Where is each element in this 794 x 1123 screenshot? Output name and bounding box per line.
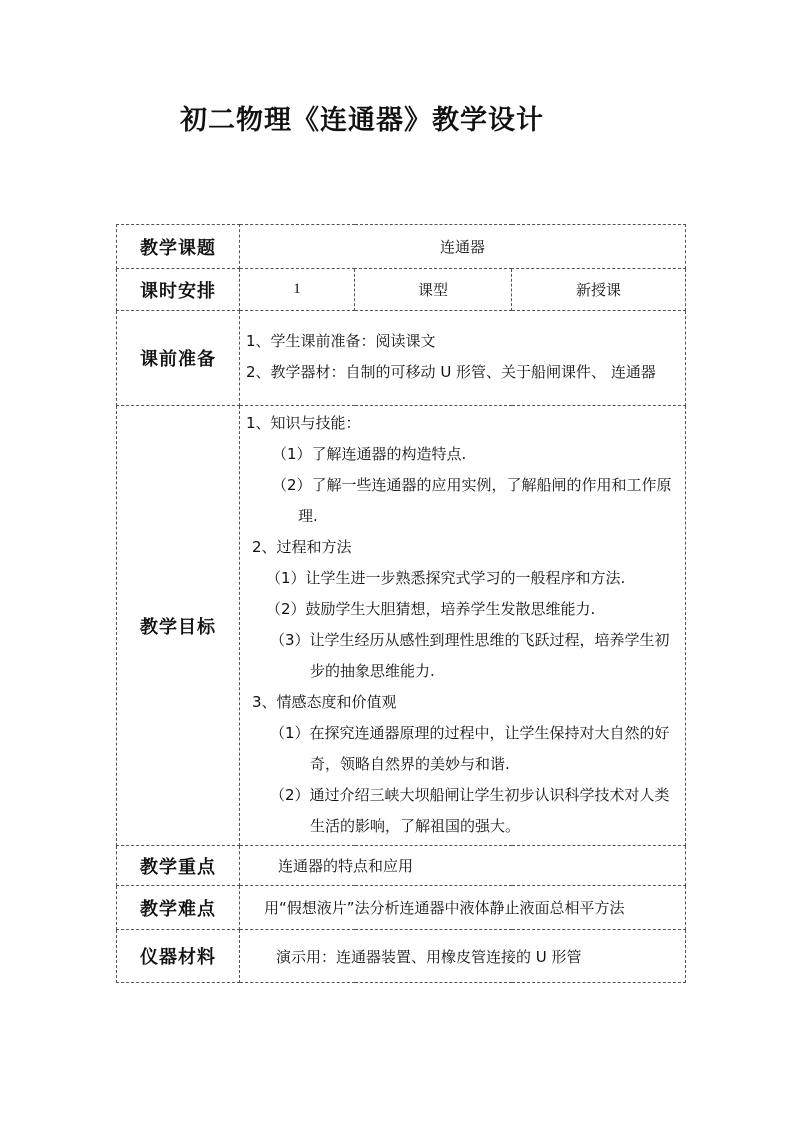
objectives-content [240, 406, 686, 846]
topic-value: 连通器 [240, 225, 686, 269]
objective-item: （1）了解连通器的构造特点. [272, 444, 467, 463]
objective-heading: 1、知识与技能： [246, 413, 361, 432]
key-points-value: 连通器的特点和应用 [240, 846, 686, 886]
difficulties-value: 用“假想液片”法分析连通器中液体静止液面总相平方法 [240, 886, 686, 930]
table-row-difficulties [117, 886, 686, 930]
key-points-label: 教学重点 [117, 846, 240, 886]
preparation-label: 课前准备 [117, 311, 240, 406]
difficulties-label: 教学难点 [117, 886, 240, 930]
objective-item: （1）在探究连通器原理的过程中，让学生保持对大自然的好奇，领略自然界的美妙与和谐. [270, 723, 670, 773]
table-row-objectives [117, 406, 686, 846]
objective-item: （1）让学生进一步熟悉探究式学习的一般程序和方法. [266, 568, 626, 587]
objective-item: （2）鼓励学生大胆猜想，培养学生发散思维能力. [266, 599, 596, 618]
preparation-line: 1、学生课前准备：阅读课文 [246, 332, 436, 350]
objective-item: （3）让学生经历从感性到理性思维的飞跃过程，培养学生初步的抽象思维能力. [270, 630, 670, 680]
objective-item: （2）了解一些连通器的应用实例，了解船闸的作用和工作原理. [272, 475, 672, 525]
objectives-label: 教学目标 [117, 406, 240, 846]
lesson-type-label: 课型 [355, 269, 512, 311]
table-row-preparation [117, 311, 686, 406]
lesson-type-value: 新授课 [512, 269, 686, 311]
objective-item: （2）通过介绍三峡大坝船闸让学生初步认识科学技术对人类生活的影响，了解祖国的强大。 [270, 785, 670, 835]
table-row-schedule [117, 269, 686, 311]
objective-heading: 2、过程和方法 [252, 537, 352, 556]
materials-label: 仪器材料 [117, 930, 240, 983]
materials-value: 演示用：连通器装置、用橡皮管连接的 U 形管 [240, 930, 686, 983]
table-row-topic [117, 225, 686, 269]
objective-heading: 3、情感态度和价值观 [252, 692, 397, 711]
table-row-materials [117, 930, 686, 983]
page-title: 初二物理《连通器》教学设计 [180, 105, 544, 136]
preparation-content [240, 311, 686, 406]
topic-label: 教学课题 [117, 225, 240, 269]
preparation-line: 2、教学器材：自制的可移动 U 形管、关于船闸课件、 连通器 [246, 363, 656, 381]
lesson-plan-table [116, 224, 686, 983]
schedule-hours: 1 [240, 269, 355, 311]
table-row-key-points [117, 846, 686, 886]
schedule-label: 课时安排 [117, 269, 240, 311]
